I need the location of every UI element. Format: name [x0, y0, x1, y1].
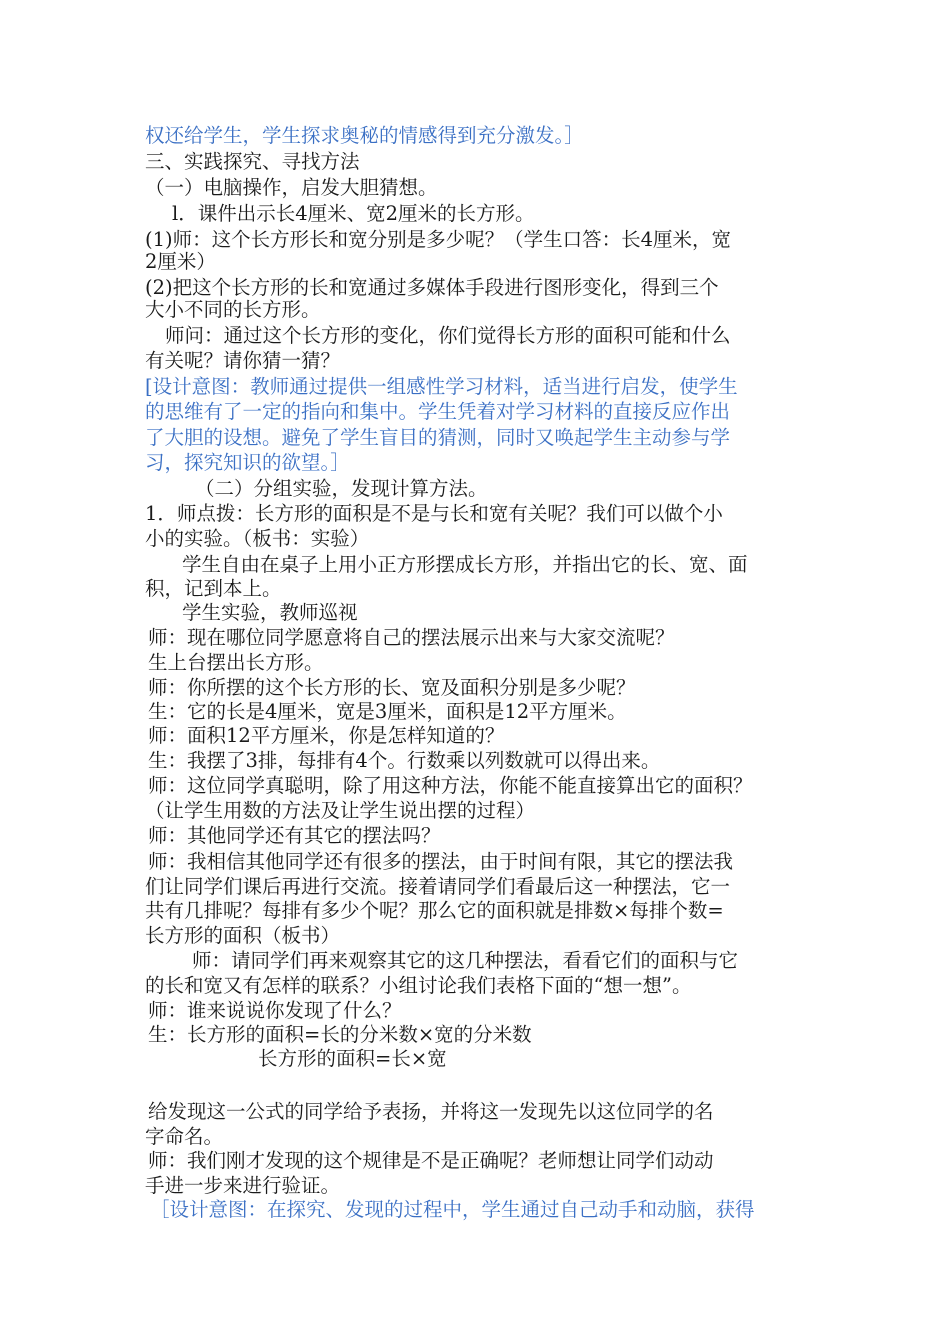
subsection-heading: （二）分组实验，发现计算方法。 — [195, 477, 488, 500]
dialogue-line: 师：这位同学真聪明，除了用这种方法，你能不能直接算出它的面积？ — [148, 774, 753, 797]
text-line: 有关呢？请你猜一猜？ — [145, 349, 341, 372]
text-line: 们让同学们课后再进行交流。接着请同学们看最后这一种摆法，它一 — [145, 875, 731, 898]
dialogue-line: 师：我相信其他同学还有很多的摆法，由于时间有限，其它的摆法我 — [148, 850, 734, 873]
text-line: 大小不同的长方形。 — [145, 298, 321, 321]
text-line: 的长和宽又有怎样的联系？小组讨论我们表格下面的“想一想”。 — [145, 974, 692, 997]
dialogue-line: 师：我们刚才发现的这个规律是不是正确呢？老师想让同学们动动 — [148, 1149, 714, 1172]
text-line: (1)师：这个长方形长和宽分别是多少呢？（学生口答：长4厘米，宽 — [145, 228, 732, 251]
dialogue-line: 师：面积12平方厘米，你是怎样知道的？ — [148, 724, 505, 747]
dialogue-line: 生上台摆出长方形。 — [148, 651, 324, 674]
subsection-heading: （一）电脑操作，启发大胆猜想。 — [145, 176, 438, 199]
text-line: 长方形的面积（板书） — [145, 924, 341, 947]
text-line: 1．师点拨：长方形的面积是不是与长和宽有关呢？我们可以做个小 — [145, 502, 723, 525]
dialogue-line: 师：现在哪位同学愿意将自己的摆法展示出来与大家交流呢？ — [148, 626, 675, 649]
dialogue-line: 生：我摆了3排，每排有4个。行数乘以列数就可以得出来。 — [148, 749, 661, 772]
dialogue-line: 师：谁来说说你发现了什么？ — [148, 999, 402, 1022]
text-line: 字命名。 — [145, 1125, 224, 1148]
section-heading: 三、实践探究、寻找方法 — [145, 150, 360, 173]
text-line: 2厘米） — [145, 250, 216, 273]
text-line: 手进一步来进行验证。 — [145, 1174, 341, 1197]
design-intent-note: 的思维有了一定的指向和集中。学生凭着对学习材料的直接反应作出 — [145, 400, 731, 423]
text-line: (2)把这个长方形的长和宽通过多媒体手段进行图形变化，得到三个 — [145, 276, 719, 299]
dialogue-line: 师：你所摆的这个长方形的长、宽及面积分别是多少呢？ — [148, 676, 636, 699]
dialogue-line: 生：它的长是4厘米，宽是3厘米，面积是12平方厘米。 — [148, 700, 627, 723]
text-line: 学生实验，教师巡视 — [182, 601, 358, 624]
design-intent-note: [设计意图：教师通过提供一组感性学习材料，适当进行启发，使学生 — [145, 375, 738, 398]
text-line: 权还给学生，学生探求奥秘的情感得到充分激发。］ — [145, 124, 584, 147]
text-line: 小的实验。（板书：实验） — [145, 527, 370, 550]
text-line: 给发现这一公式的同学给予表扬，并将这一发现先以这位同学的名 — [148, 1100, 714, 1123]
text-line: l．课件出示长4厘米、宽2厘米的长方形。 — [172, 202, 535, 225]
text-line: 师问：通过这个长方形的变化，你们觉得长方形的面积可能和什么 — [165, 324, 731, 347]
text-line: 学生自由在桌子上用小正方形摆成长方形，并指出它的长、宽、面 — [182, 553, 748, 576]
design-intent-note: 习，探究知识的欲望。］ — [145, 451, 350, 474]
design-intent-note: 了大胆的设想。避免了学生盲目的猜测，同时又唤起学生主动参与学 — [145, 426, 731, 449]
text-line: 共有几排呢？每排有多少个呢？那么它的面积就是排数×每排个数= — [145, 899, 724, 922]
dialogue-line: 师：请同学们再来观察其它的这几种摆法，看看它们的面积与它 — [192, 949, 739, 972]
dialogue-line: 师：其他同学还有其它的摆法吗？ — [148, 824, 441, 847]
formula-line: 长方形的面积=长×宽 — [258, 1047, 447, 1070]
dialogue-line: 生：长方形的面积=长的分米数×宽的分米数 — [148, 1023, 532, 1046]
design-intent-note: ［设计意图：在探究、发现的过程中，学生通过自己动手和动脑，获得 — [150, 1198, 755, 1221]
text-line: 积，记到本上。 — [145, 577, 282, 600]
text-line: （让学生用数的方法及让学生说出摆的过程） — [145, 799, 536, 822]
